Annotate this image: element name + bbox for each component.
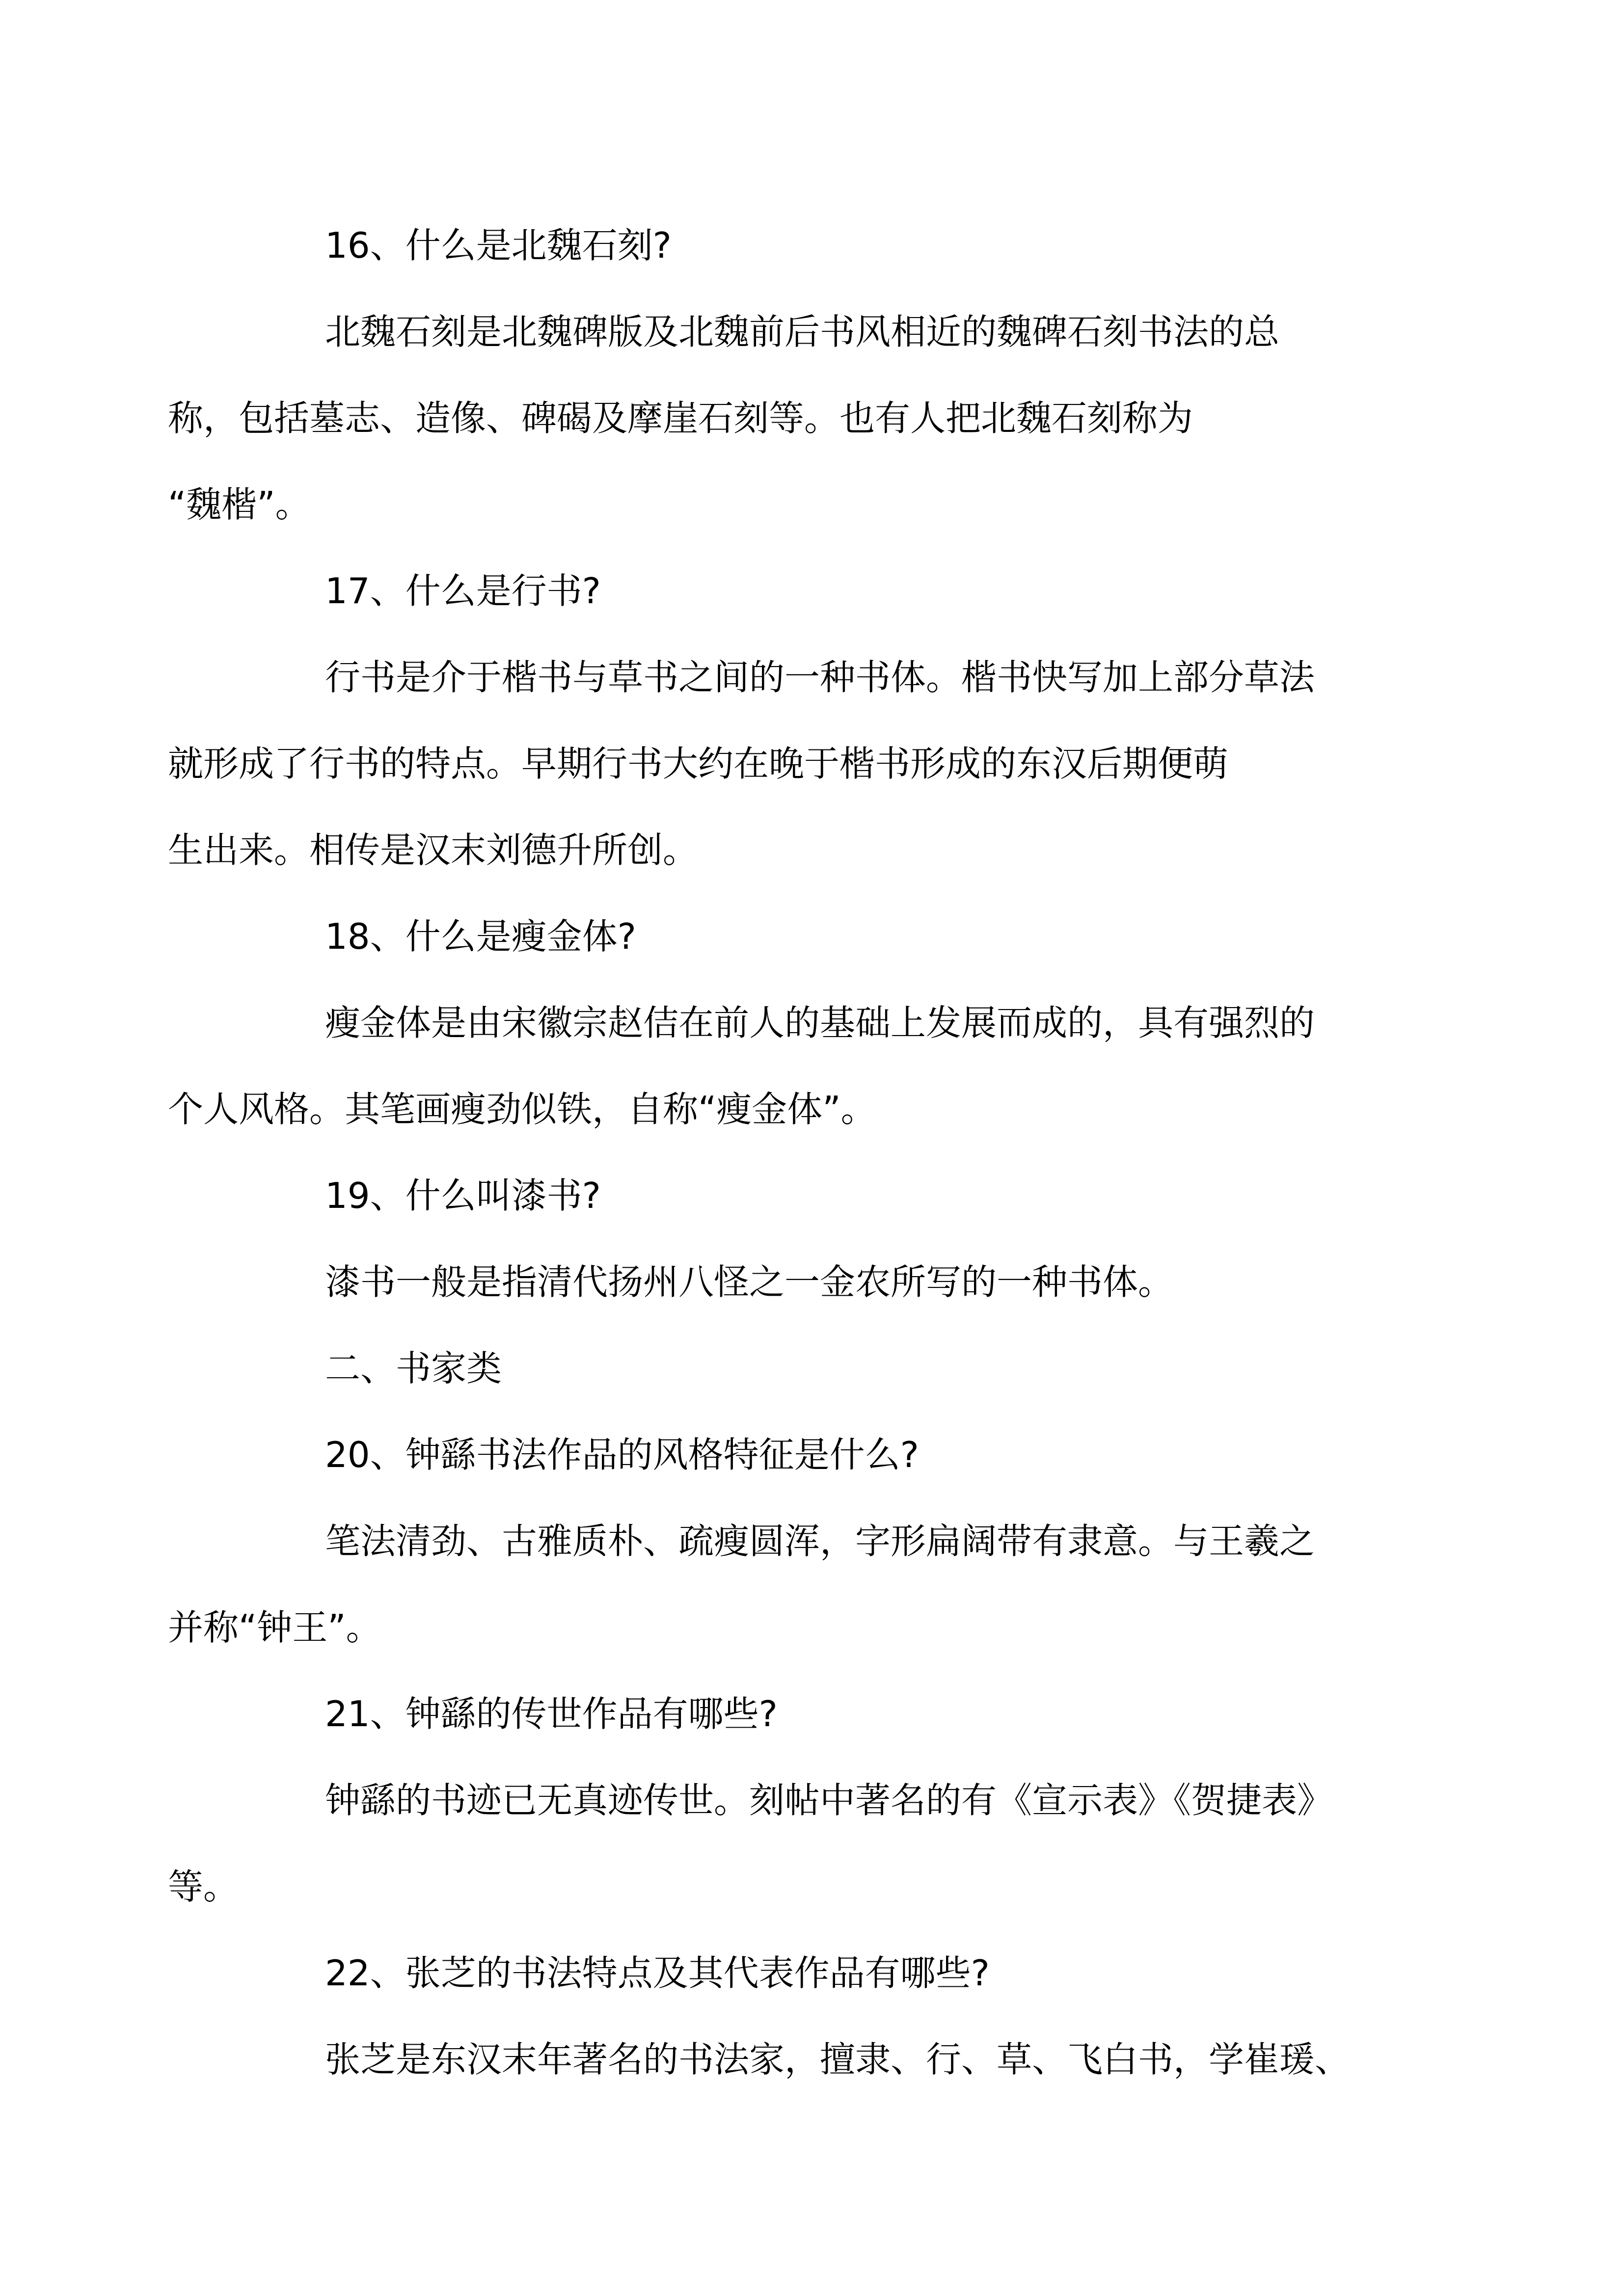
section-heading (246, 1325, 1390, 1412)
document-body (168, 202, 1390, 2103)
text-line: 21、钟繇的传世作品有哪些? (325, 1693, 778, 1735)
text-line: 二、书家类 (325, 1348, 502, 1389)
answer-16 (168, 289, 1390, 548)
answer-22 (246, 2016, 1390, 2103)
text-line: 个人风格。其笔画瘦劲似铁，自称“瘦金体”。 (168, 1089, 876, 1130)
text-line: 等。 (168, 1866, 239, 1907)
text-line: 并称“钟王”。 (168, 1607, 381, 1648)
question-17 (246, 548, 1390, 634)
question-21 (246, 1671, 1390, 1757)
question-20 (246, 1412, 1390, 1498)
text-line: 19、什么叫漆书? (325, 1175, 601, 1216)
answer-18 (168, 980, 1390, 1152)
text-line: 笔法清劲、古雅质朴、疏瘦圆浑，字形扁阔带有隶意。与王羲之 (325, 1521, 1315, 1562)
answer-19 (246, 1239, 1390, 1325)
text-line: 称，包括墓志、造像、碑碣及摩崖石刻等。也有人把北魏石刻称为 (168, 398, 1193, 439)
text-line: 20、钟繇书法作品的风格特征是什么? (325, 1434, 919, 1475)
text-line: 18、什么是瘦金体? (325, 916, 636, 957)
question-19 (246, 1152, 1390, 1239)
text-line: 17、什么是行书? (325, 570, 601, 612)
text-line: 22、张芝的书法特点及其代表作品有哪些? (325, 1952, 990, 1994)
text-line: 钟繇的书迹已无真迹传世。刻帖中著名的有《宣示表》《贺捷表》 (325, 1780, 1333, 1821)
answer-21 (168, 1757, 1390, 1930)
text-line: 瘦金体是由宋徽宗赵佶在前人的基础上发展而成的，具有强烈的 (325, 1002, 1315, 1043)
text-line: 张芝是东汉末年著名的书法家，擅隶、行、草、飞白书，学崔瑗、 (325, 2039, 1351, 2080)
text-line: 就形成了行书的特点。早期行书大约在晚于楷书形成的东汉后期便萌 (168, 743, 1229, 784)
answer-20 (168, 1498, 1390, 1671)
answer-17 (168, 634, 1390, 893)
text-line: 北魏石刻是北魏碑版及北魏前后书风相近的魏碑石刻书法的总 (325, 311, 1280, 352)
text-line: 生出来。相传是汉末刘德升所创。 (168, 829, 699, 871)
text-line: 16、什么是北魏石刻? (325, 225, 672, 266)
text-line: “魏楷”。 (168, 484, 311, 525)
text-line: 漆书一般是指清代扬州八怪之一金农所写的一种书体。 (325, 1261, 1174, 1303)
question-16 (246, 202, 1390, 289)
question-18 (246, 893, 1390, 980)
question-22 (246, 1930, 1390, 2016)
text-line: 行书是介于楷书与草书之间的一种书体。楷书快写加上部分草法 (325, 657, 1315, 698)
